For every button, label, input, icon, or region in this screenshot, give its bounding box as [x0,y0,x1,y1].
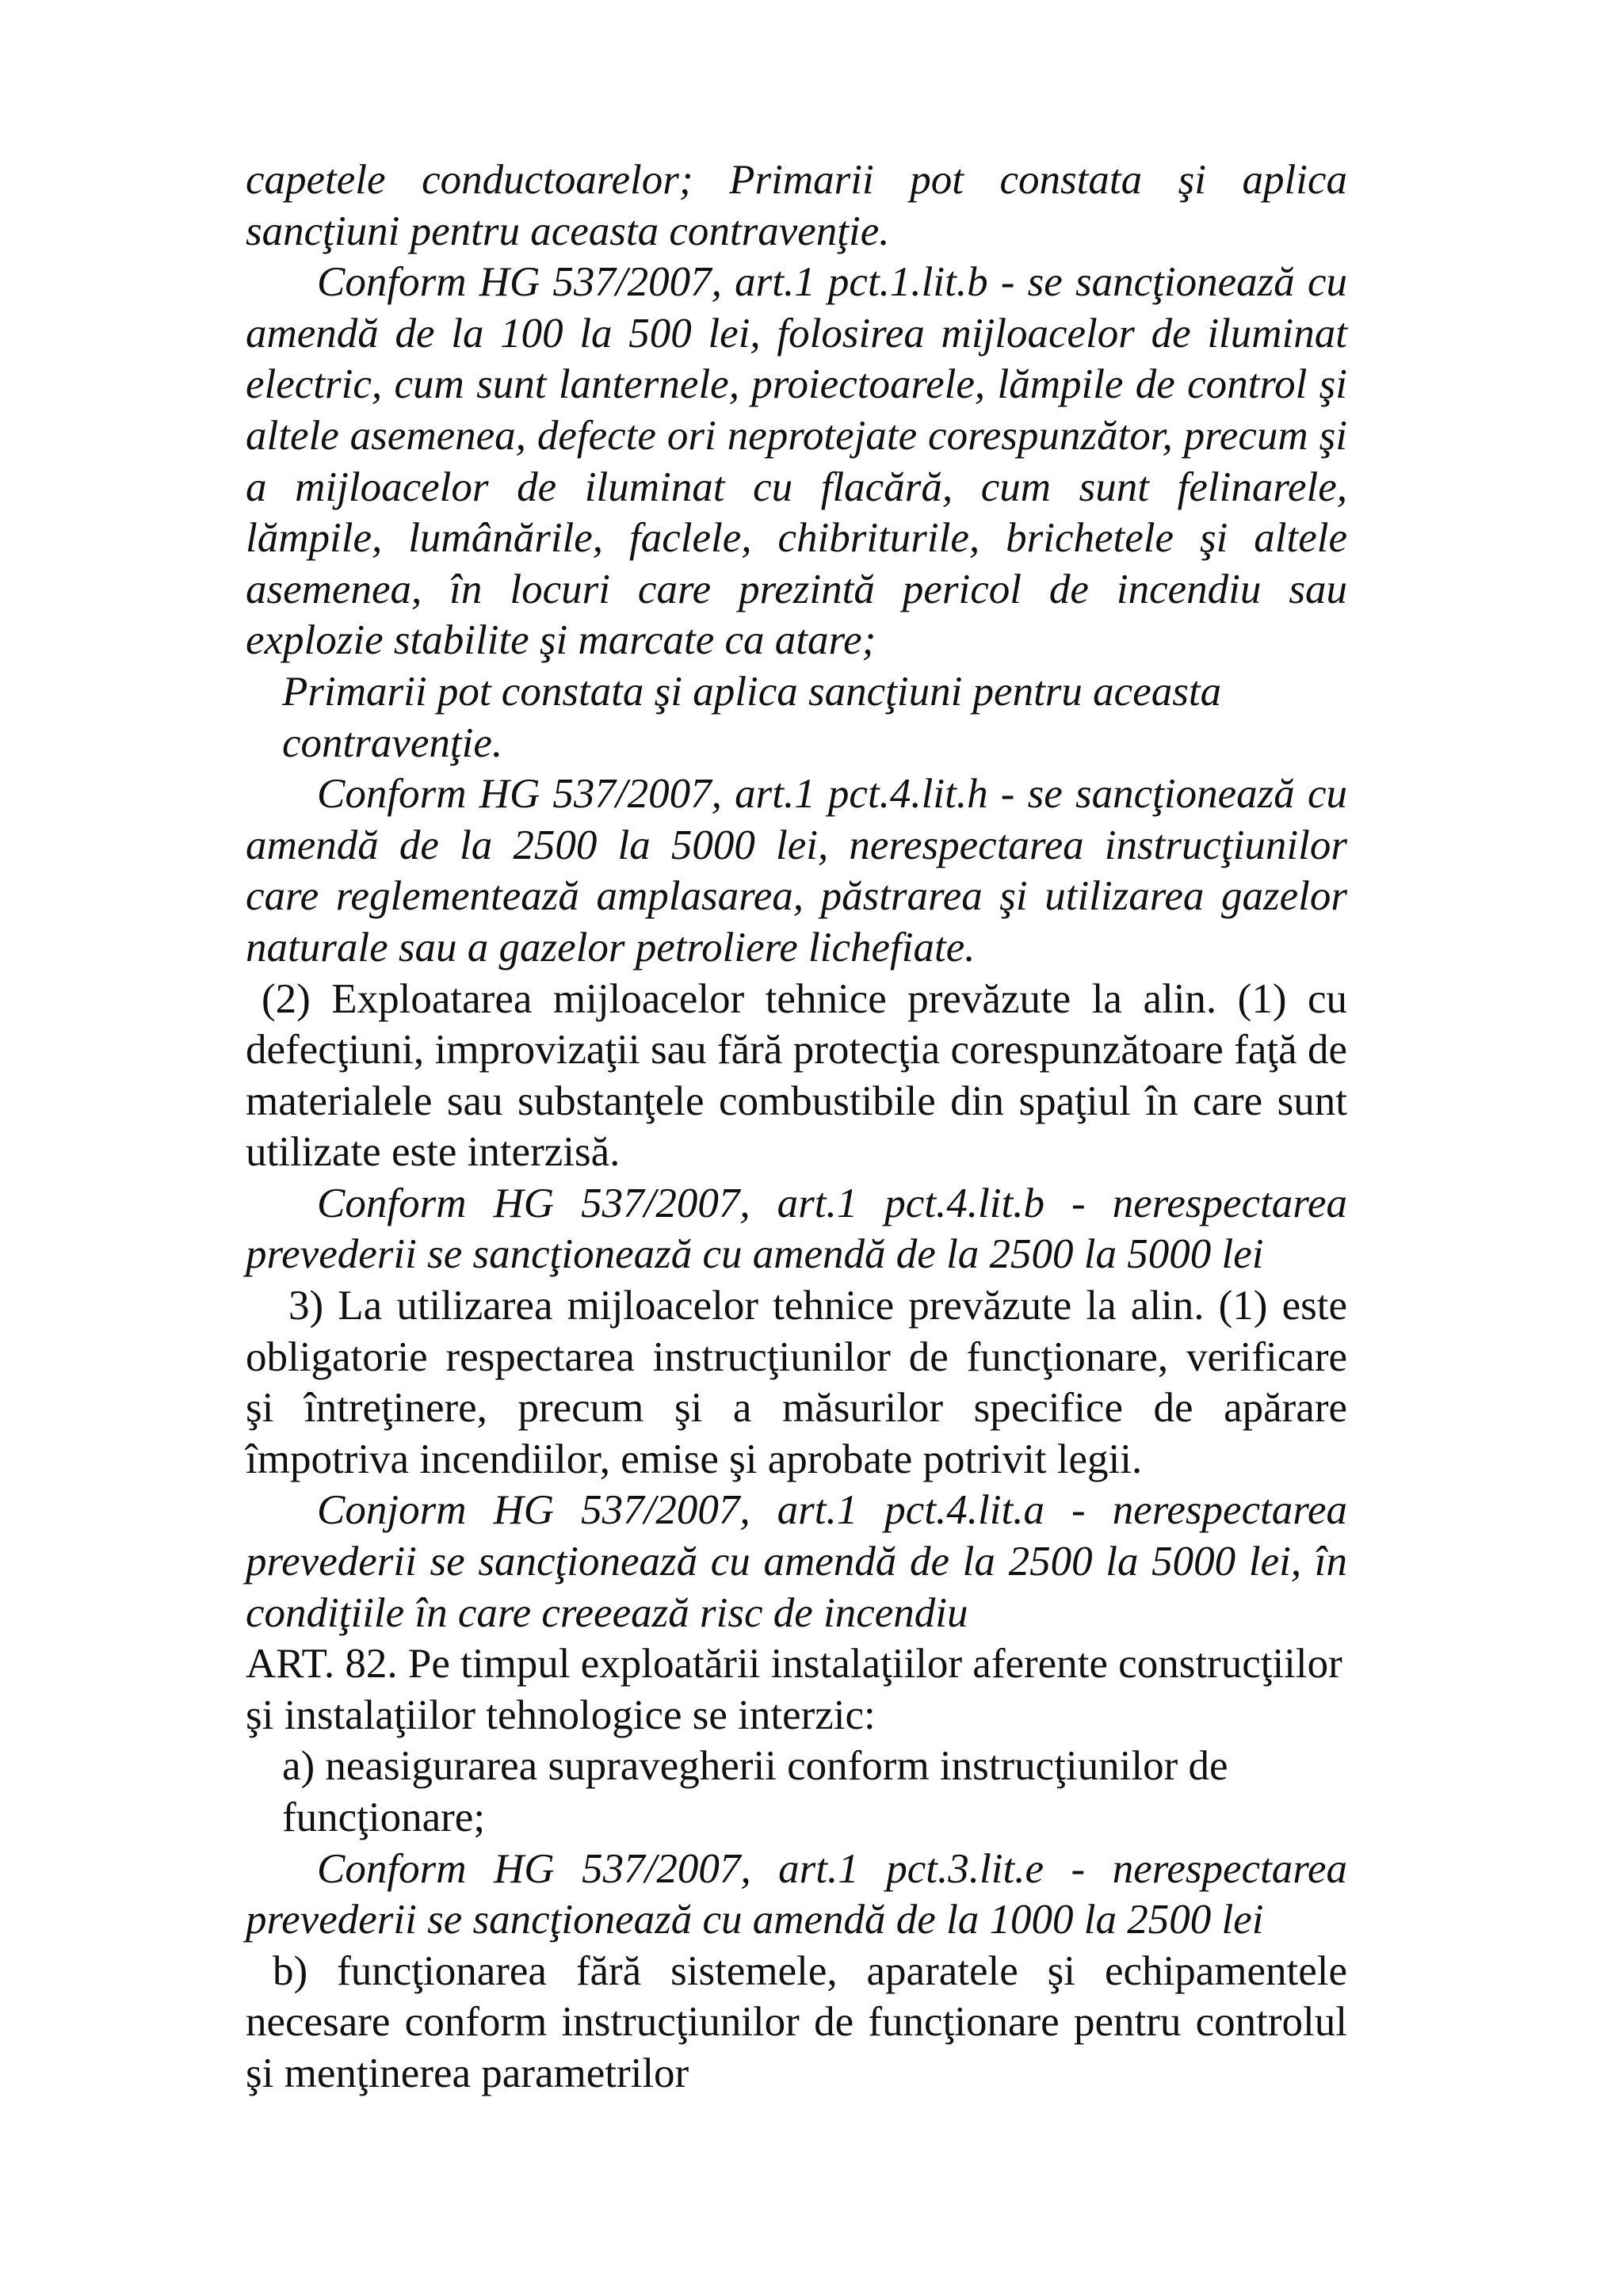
paragraph-2: Conform HG 537/2007, art.1 pct.1.lit.b - se sancţionează cu amendă de la 100 la 500 lei, folosirea mijloacelor de iluminat electric, cum sunt lanternele, proiectoarele, lămpile de control şi altele asemenea, defecte ori neprotejate corespunzător, precum şi a mijloacelor de iluminat cu flacără, cum sunt felinarele, lămpile, lumânările, faclele, chibriturile, brichetele şi altele asemenea, în locuri care prezintă pericol de incendiu sau explozie stabilite şi marcate ca atare; [246,259,1347,664]
paragraph-9: ART. 82. Pe timpul exploatării instalaţiilor aferente construcţiilor şi instalaţiilor tehnologice se interzic: [246,1641,1342,1738]
paragraph-7: 3) La utilizarea mijloacelor tehnice prevăzute la alin. (1) este obligatorie respectarea instrucţiunilor de funcţionare, verificare şi întreţinere, precum şi a măsurilor specifice de apărare împotriva incendiilor, emise şi aprobate potrivit legii. [246,1283,1347,1482]
paragraph-6: Conform HG 537/2007, art.1 pct.4.lit.b - nerespectarea prevederii se sancţionează cu amendă de la 2500 la 5000 lei [246,1180,1347,1278]
list-item-a: a) neasigurarea supravegherii conform instrucţiunilor de funcţionare; [282,1743,1228,1840]
paragraph-3: Primarii pot constata şi aplica sancţiuni pentru aceasta contravenţie. [282,668,1222,766]
paragraph-1: capetele conductoarelor; Primarii pot constata şi aplica sancţiuni pentru aceasta contravenţie. [246,157,1347,254]
paragraph-11: Conform HG 537/2007, art.1 pct.3.lit.e - nerespectarea prevederii se sancţionează cu amendă de la 1000 la 2500 lei [246,1845,1347,1943]
paragraph-4: Conform HG 537/2007, art.1 pct.4.lit.h - se sancţionează cu amendă de la 2500 la 5000 lei, nerespectarea instrucţiunilor care reglementează amplasarea, păstrarea şi utilizarea gazelor naturale sau a gazelor petroliere lichefiate. [246,771,1347,971]
list-item-b: b) funcţionarea fără sistemele, aparatele şi echipamentele necesare conform instrucţiunilor de funcţionare pentru controlul şi menţinerea parametrilor [246,1947,1347,2096]
paragraph-5: (2) Exploatarea mijloacelor tehnice prevăzute la alin. (1) cu defecţiuni, improvizaţii sau fără protecţia corespunzătoare faţă de materialele sau substanţele combustibile din spaţiul în care sunt utilizate este interzisă. [246,975,1347,1176]
paragraph-8: Conjorm HG 537/2007, art.1 pct.4.lit.a - nerespectarea prevederii se sancţionează cu amendă de la 2500 la 5000 lei, în condiţiile în care creeează risc de incendiu [246,1487,1347,1636]
document-page [246,154,1347,2100]
